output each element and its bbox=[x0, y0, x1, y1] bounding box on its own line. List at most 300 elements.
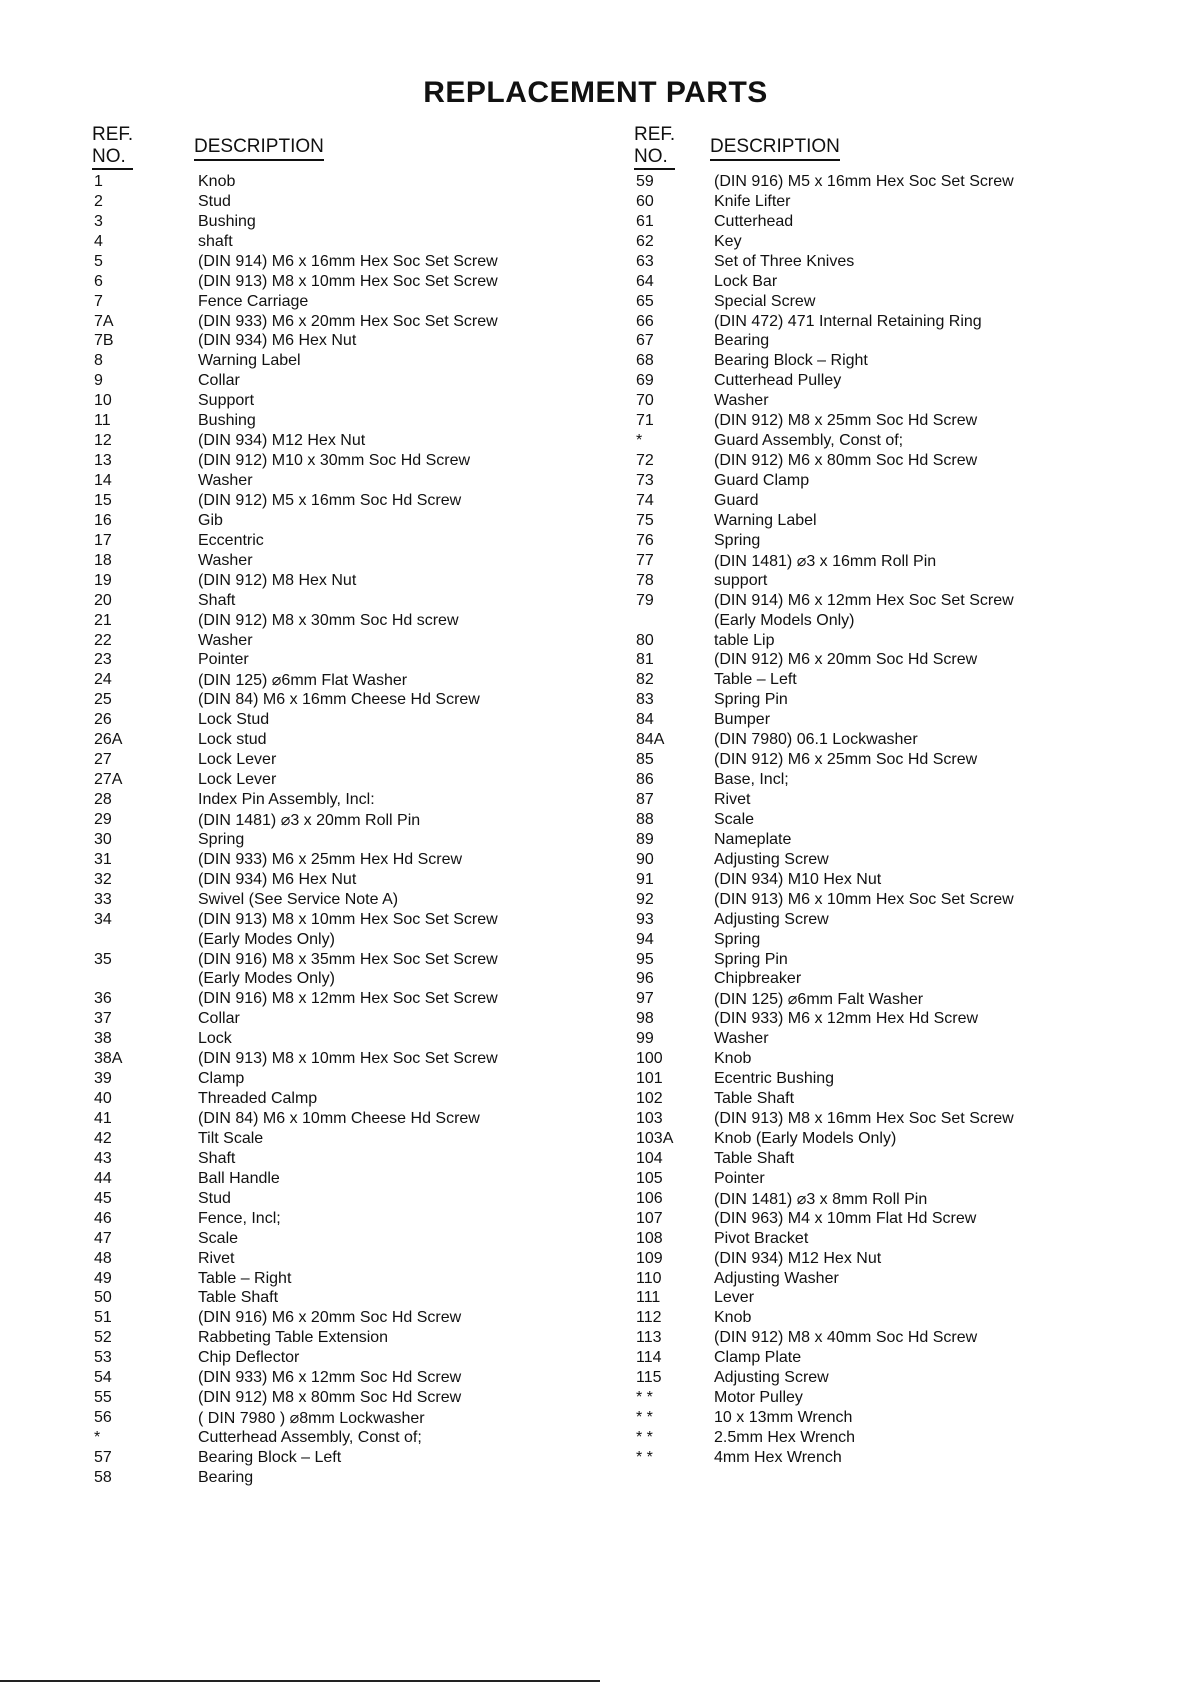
part-ref-no: 51 bbox=[94, 1309, 112, 1327]
part-row bbox=[92, 1348, 552, 1368]
part-description: shaft bbox=[198, 232, 233, 250]
part-description: Motor Pulley bbox=[714, 1389, 803, 1407]
ref-no-header bbox=[92, 124, 133, 170]
part-description: Bushing bbox=[198, 212, 256, 230]
part-ref-no: * bbox=[636, 432, 643, 450]
part-row bbox=[92, 710, 552, 730]
parts-column-right bbox=[634, 120, 1054, 1468]
part-row bbox=[634, 1269, 1054, 1289]
part-ref-no: 14 bbox=[94, 472, 112, 490]
part-ref-no: 57 bbox=[94, 1448, 112, 1466]
part-row bbox=[634, 252, 1054, 272]
part-row bbox=[92, 1408, 552, 1428]
part-row bbox=[92, 391, 552, 411]
part-description: (DIN 933) M6 x 12mm Hex Hd Screw bbox=[714, 1010, 979, 1028]
part-ref-no: 44 bbox=[94, 1169, 112, 1187]
part-ref-no: 27A bbox=[94, 771, 123, 789]
part-ref-no: 49 bbox=[94, 1269, 112, 1287]
part-description: Lock stud bbox=[198, 731, 267, 749]
part-ref-no: 45 bbox=[94, 1189, 112, 1207]
part-description: (DIN 933) M6 x 25mm Hex Hd Screw bbox=[198, 850, 463, 868]
part-description: Adjusting Washer bbox=[714, 1269, 839, 1287]
part-description: Knob bbox=[714, 1309, 752, 1327]
part-ref-no: 2 bbox=[94, 192, 103, 210]
part-row bbox=[92, 930, 552, 950]
part-row bbox=[92, 810, 552, 830]
part-description: Guard Clamp bbox=[714, 472, 810, 490]
part-row bbox=[634, 1388, 1054, 1408]
part-row bbox=[92, 1249, 552, 1269]
part-description: Cutterhead bbox=[714, 212, 794, 230]
part-row bbox=[634, 1428, 1054, 1448]
part-ref-no: 80 bbox=[636, 631, 654, 649]
part-ref-no: 91 bbox=[636, 870, 654, 888]
part-description: Spring Pin bbox=[714, 950, 788, 968]
part-ref-no: 97 bbox=[636, 990, 654, 1008]
part-description: support bbox=[714, 571, 768, 589]
part-description: Adjusting Screw bbox=[714, 1369, 829, 1387]
part-description: Ball Handle bbox=[198, 1169, 280, 1187]
part-description: Clamp bbox=[198, 1070, 245, 1088]
part-description: Bearing Block – Right bbox=[714, 352, 868, 370]
part-row bbox=[92, 591, 552, 611]
part-ref-no: 47 bbox=[94, 1229, 112, 1247]
part-description: (DIN 933) M6 x 12mm Soc Hd Screw bbox=[198, 1369, 462, 1387]
part-row bbox=[92, 351, 552, 371]
part-description: (DIN 913) M8 x 16mm Hex Soc Set Screw bbox=[714, 1110, 1014, 1128]
part-row bbox=[92, 1149, 552, 1169]
part-row bbox=[634, 710, 1054, 730]
part-description: Threaded Calmp bbox=[198, 1090, 318, 1108]
part-ref-no: 89 bbox=[636, 830, 654, 848]
part-row bbox=[634, 1408, 1054, 1428]
ref-header-line2: NO. bbox=[634, 146, 675, 170]
part-row bbox=[634, 950, 1054, 970]
part-ref-no: 29 bbox=[94, 810, 112, 828]
part-row bbox=[634, 830, 1054, 850]
part-row bbox=[634, 292, 1054, 312]
part-description: (DIN 912) M6 x 80mm Soc Hd Screw bbox=[714, 452, 978, 470]
part-description: Scale bbox=[198, 1229, 239, 1247]
part-description: (DIN 916) M8 x 35mm Hex Soc Set Screw bbox=[198, 950, 498, 968]
part-ref-no: 12 bbox=[94, 432, 112, 450]
part-row bbox=[634, 232, 1054, 252]
part-ref-no: 27 bbox=[94, 751, 112, 769]
part-description: Gib bbox=[198, 511, 223, 529]
part-ref-no: 114 bbox=[636, 1349, 662, 1367]
part-ref-no: 84 bbox=[636, 711, 654, 729]
part-row bbox=[634, 531, 1054, 551]
part-description: Chipbreaker bbox=[714, 970, 802, 988]
ref-header-line1: REF. bbox=[634, 124, 676, 145]
part-description: 10 x 13mm Wrench bbox=[714, 1409, 853, 1427]
part-row bbox=[634, 1189, 1054, 1209]
part-ref-no: 36 bbox=[94, 990, 112, 1008]
part-ref-no: 93 bbox=[636, 910, 654, 928]
part-ref-no: 30 bbox=[94, 830, 112, 848]
part-ref-no: 21 bbox=[94, 611, 112, 629]
part-row bbox=[92, 670, 552, 690]
part-ref-no: 28 bbox=[94, 791, 112, 809]
ref-header-line2: NO. bbox=[92, 146, 133, 170]
part-row bbox=[634, 1328, 1054, 1348]
part-ref-no: 100 bbox=[636, 1050, 663, 1068]
part-row bbox=[634, 312, 1054, 332]
part-description: Rivet bbox=[714, 791, 751, 809]
part-ref-no: 74 bbox=[636, 491, 654, 509]
part-description: (DIN 916) M6 x 20mm Soc Hd Screw bbox=[198, 1309, 462, 1327]
part-description: Bearing Block – Left bbox=[198, 1448, 342, 1466]
part-row bbox=[634, 631, 1054, 651]
part-ref-no: 69 bbox=[636, 372, 654, 390]
part-description: (DIN 7980) 06.1 Lockwasher bbox=[714, 731, 918, 749]
part-ref-no: 16 bbox=[94, 511, 112, 529]
part-ref-no: 95 bbox=[636, 950, 654, 968]
part-description: Fence, Incl; bbox=[198, 1209, 281, 1227]
part-description: Washer bbox=[714, 392, 769, 410]
part-description: Knob (Early Models Only) bbox=[714, 1129, 897, 1147]
part-row bbox=[92, 1069, 552, 1089]
part-row bbox=[92, 1209, 552, 1229]
part-description: table Lip bbox=[714, 631, 775, 649]
part-ref-no: 7A bbox=[94, 312, 114, 330]
part-row bbox=[634, 351, 1054, 371]
part-ref-no: 83 bbox=[636, 691, 654, 709]
part-row bbox=[634, 750, 1054, 770]
part-row bbox=[634, 591, 1054, 611]
part-ref-no: * * bbox=[636, 1429, 653, 1447]
part-row bbox=[92, 332, 552, 352]
part-row bbox=[634, 471, 1054, 491]
part-description: Stud bbox=[198, 1189, 231, 1207]
part-row bbox=[92, 1089, 552, 1109]
part-description: Set of Three Knives bbox=[714, 252, 855, 270]
part-ref-no: 110 bbox=[636, 1269, 662, 1287]
description-header: DESCRIPTION bbox=[710, 136, 840, 161]
part-description: Adjusting Screw bbox=[714, 850, 829, 868]
part-description: Bumper bbox=[714, 711, 771, 729]
ref-header-line1: REF. bbox=[92, 124, 134, 145]
part-row bbox=[92, 511, 552, 531]
part-row bbox=[92, 651, 552, 671]
part-row bbox=[634, 571, 1054, 591]
part-description: Washer bbox=[198, 631, 253, 649]
part-description: Warning Label bbox=[714, 511, 817, 529]
part-row bbox=[92, 950, 552, 970]
part-row bbox=[634, 192, 1054, 212]
part-ref-no: 78 bbox=[636, 571, 654, 589]
part-row bbox=[92, 531, 552, 551]
part-row bbox=[634, 371, 1054, 391]
part-description: Special Screw bbox=[714, 292, 816, 310]
part-description: Pointer bbox=[198, 651, 249, 669]
part-description: Ecentric Bushing bbox=[714, 1070, 835, 1088]
part-row bbox=[92, 272, 552, 292]
part-row bbox=[634, 970, 1054, 990]
part-description: (DIN 912) M8 x 25mm Soc Hd Screw bbox=[714, 412, 978, 430]
part-ref-no: 81 bbox=[636, 651, 654, 669]
part-description: Guard Assembly, Const of; bbox=[714, 432, 904, 450]
part-ref-no: 98 bbox=[636, 1010, 654, 1028]
part-ref-no: 106 bbox=[636, 1189, 663, 1207]
part-ref-no: 107 bbox=[636, 1209, 663, 1227]
part-ref-no: 32 bbox=[94, 870, 112, 888]
part-description: Cutterhead Pulley bbox=[714, 372, 842, 390]
part-row bbox=[92, 1129, 552, 1149]
part-row bbox=[634, 770, 1054, 790]
part-row bbox=[634, 1129, 1054, 1149]
part-description: Washer bbox=[198, 551, 253, 569]
part-ref-no: 68 bbox=[636, 352, 654, 370]
part-description: Lock Stud bbox=[198, 711, 270, 729]
part-ref-no: 48 bbox=[94, 1249, 112, 1267]
part-description: (DIN 84) M6 x 16mm Cheese Hd Screw bbox=[198, 691, 480, 709]
part-row bbox=[92, 1229, 552, 1249]
part-ref-no: 61 bbox=[636, 212, 654, 230]
part-row bbox=[634, 332, 1054, 352]
part-ref-no: 63 bbox=[636, 252, 654, 270]
part-ref-no: 22 bbox=[94, 631, 112, 649]
part-description: (DIN 913) M6 x 10mm Hex Soc Set Screw bbox=[714, 890, 1014, 908]
part-ref-no: 15 bbox=[94, 491, 112, 509]
part-ref-no: 96 bbox=[636, 970, 654, 988]
column-header bbox=[92, 120, 552, 172]
part-row bbox=[92, 770, 552, 790]
part-ref-no: 7B bbox=[94, 332, 114, 350]
part-ref-no: 31 bbox=[94, 850, 112, 868]
part-ref-no: 73 bbox=[636, 472, 654, 490]
part-description: Bearing bbox=[714, 332, 770, 350]
part-ref-no: 3 bbox=[94, 212, 103, 230]
part-ref-no: 82 bbox=[636, 671, 654, 689]
part-row bbox=[634, 910, 1054, 930]
part-row bbox=[92, 172, 552, 192]
part-row bbox=[92, 690, 552, 710]
footer-divider bbox=[0, 1680, 600, 1682]
part-description: Lock Lever bbox=[198, 771, 277, 789]
part-ref-no: 59 bbox=[636, 172, 654, 190]
part-ref-no: 76 bbox=[636, 531, 654, 549]
part-ref-no: 99 bbox=[636, 1030, 654, 1048]
part-description: (DIN 916) M8 x 12mm Hex Soc Set Screw bbox=[198, 990, 498, 1008]
part-row bbox=[634, 651, 1054, 671]
part-description: (DIN 914) M6 x 12mm Hex Soc Set Screw bbox=[714, 591, 1014, 609]
part-row bbox=[634, 1229, 1054, 1249]
part-description: (DIN 912) M6 x 25mm Soc Hd Screw bbox=[714, 751, 978, 769]
part-row bbox=[92, 750, 552, 770]
part-row bbox=[634, 810, 1054, 830]
part-ref-no: 26 bbox=[94, 711, 112, 729]
part-description: Shaft bbox=[198, 1149, 236, 1167]
part-row bbox=[634, 491, 1054, 511]
part-row bbox=[92, 551, 552, 571]
part-ref-no: 46 bbox=[94, 1209, 112, 1227]
part-ref-no: 41 bbox=[94, 1110, 112, 1128]
part-ref-no: 66 bbox=[636, 312, 654, 330]
part-description: (DIN 1481) ⌀3 x 8mm Roll Pin bbox=[714, 1190, 928, 1208]
part-description: Fence Carriage bbox=[198, 292, 309, 310]
part-row bbox=[634, 1089, 1054, 1109]
part-description: (DIN 916) M5 x 16mm Hex Soc Set Screw bbox=[714, 172, 1014, 190]
part-row bbox=[92, 1308, 552, 1328]
part-description: (DIN 934) M12 Hex Nut bbox=[198, 432, 366, 450]
part-row bbox=[92, 1388, 552, 1408]
part-ref-no: 37 bbox=[94, 1010, 112, 1028]
part-ref-no: 40 bbox=[94, 1090, 112, 1108]
part-row bbox=[634, 212, 1054, 232]
part-description: Guard bbox=[714, 491, 759, 509]
part-description: Spring bbox=[714, 531, 761, 549]
part-ref-no: 17 bbox=[94, 531, 112, 549]
part-row bbox=[634, 551, 1054, 571]
part-description: 2.5mm Hex Wrench bbox=[714, 1429, 856, 1447]
part-description: (DIN 933) M6 x 20mm Hex Soc Set Screw bbox=[198, 312, 498, 330]
part-description: Lock bbox=[198, 1030, 232, 1048]
part-description: Shaft bbox=[198, 591, 236, 609]
part-row bbox=[634, 1009, 1054, 1029]
part-ref-no: 85 bbox=[636, 751, 654, 769]
part-description: Scale bbox=[714, 810, 755, 828]
part-ref-no: 6 bbox=[94, 272, 103, 290]
part-ref-no: 56 bbox=[94, 1409, 112, 1427]
column-header bbox=[634, 120, 1054, 172]
part-row bbox=[634, 1289, 1054, 1309]
part-ref-no: * * bbox=[636, 1389, 653, 1407]
part-description: (DIN 934) M6 Hex Nut bbox=[198, 870, 357, 888]
part-ref-no: 112 bbox=[636, 1309, 662, 1327]
part-row bbox=[92, 1169, 552, 1189]
part-ref-no: 92 bbox=[636, 890, 654, 908]
part-description: Knife Lifter bbox=[714, 192, 791, 210]
ref-no-header bbox=[634, 124, 675, 170]
part-description: Lock Lever bbox=[198, 751, 277, 769]
part-ref-no: 33 bbox=[94, 890, 112, 908]
part-ref-no: 20 bbox=[94, 591, 112, 609]
part-ref-no: 60 bbox=[636, 192, 654, 210]
part-ref-no: 26A bbox=[94, 731, 123, 749]
part-row bbox=[92, 1189, 552, 1209]
part-ref-no: * bbox=[94, 1429, 101, 1447]
parts-list-right bbox=[634, 172, 1054, 1468]
part-ref-no: 38A bbox=[94, 1050, 123, 1068]
part-ref-no: 42 bbox=[94, 1129, 112, 1147]
part-ref-no: 5 bbox=[94, 252, 103, 270]
part-description: Table Shaft bbox=[714, 1090, 795, 1108]
part-row bbox=[92, 1328, 552, 1348]
part-row bbox=[634, 989, 1054, 1009]
part-row bbox=[92, 611, 552, 631]
part-row bbox=[634, 391, 1054, 411]
part-ref-no: 7 bbox=[94, 292, 103, 310]
part-ref-no: 39 bbox=[94, 1070, 112, 1088]
part-ref-no: 75 bbox=[636, 511, 654, 529]
part-ref-no: 55 bbox=[94, 1389, 112, 1407]
part-description: Stud bbox=[198, 192, 231, 210]
part-description: (DIN 472) 471 Internal Retaining Ring bbox=[714, 312, 982, 330]
part-row bbox=[92, 491, 552, 511]
part-ref-no: 90 bbox=[636, 850, 654, 868]
part-ref-no: 34 bbox=[94, 910, 112, 928]
part-description: (DIN 1481) ⌀3 x 16mm Roll Pin bbox=[714, 552, 937, 570]
part-row bbox=[92, 1448, 552, 1468]
part-ref-no: 71 bbox=[636, 412, 654, 430]
part-row bbox=[634, 1308, 1054, 1328]
part-description: (DIN 912) M8 x 80mm Soc Hd Screw bbox=[198, 1389, 462, 1407]
part-description: Knob bbox=[198, 172, 236, 190]
part-ref-no: 103A bbox=[636, 1129, 674, 1147]
description-header: DESCRIPTION bbox=[194, 136, 324, 161]
part-row bbox=[92, 1289, 552, 1309]
part-ref-no: 58 bbox=[94, 1468, 112, 1486]
part-row bbox=[634, 890, 1054, 910]
part-row bbox=[92, 292, 552, 312]
part-row bbox=[92, 1049, 552, 1069]
part-description: (DIN 912) M8 Hex Nut bbox=[198, 571, 357, 589]
part-ref-no: 8 bbox=[94, 352, 103, 370]
part-row bbox=[634, 790, 1054, 810]
part-ref-no: 19 bbox=[94, 571, 112, 589]
part-row bbox=[634, 1169, 1054, 1189]
part-row bbox=[92, 1368, 552, 1388]
part-description: Key bbox=[714, 232, 742, 250]
part-description: Eccentric bbox=[198, 531, 264, 549]
part-ref-no: 54 bbox=[94, 1369, 112, 1387]
part-row bbox=[92, 312, 552, 332]
part-description: (DIN 913) M8 x 10mm Hex Soc Set Screw bbox=[198, 1050, 498, 1068]
part-row bbox=[92, 471, 552, 491]
part-ref-no: 72 bbox=[636, 452, 654, 470]
part-row bbox=[634, 1029, 1054, 1049]
part-description: Cutterhead Assembly, Const of; bbox=[198, 1429, 422, 1447]
part-row bbox=[634, 1109, 1054, 1129]
part-description: Chip Deflector bbox=[198, 1349, 300, 1367]
part-description: (DIN 125) ⌀6mm Flat Washer bbox=[198, 672, 408, 690]
part-row bbox=[92, 252, 552, 272]
part-description: Knob bbox=[714, 1050, 752, 1068]
part-ref-no: 23 bbox=[94, 651, 112, 669]
part-row bbox=[92, 870, 552, 890]
part-row bbox=[634, 690, 1054, 710]
part-ref-no: 113 bbox=[636, 1329, 662, 1347]
part-row bbox=[634, 1209, 1054, 1229]
part-description: Pivot Bracket bbox=[714, 1229, 809, 1247]
part-row bbox=[634, 1149, 1054, 1169]
part-row bbox=[634, 1249, 1054, 1269]
part-ref-no: 70 bbox=[636, 392, 654, 410]
part-description: Washer bbox=[714, 1030, 769, 1048]
part-row bbox=[92, 232, 552, 252]
part-description: Table – Right bbox=[198, 1269, 292, 1287]
part-ref-no: 115 bbox=[636, 1369, 662, 1387]
part-row bbox=[634, 1368, 1054, 1388]
part-row bbox=[92, 631, 552, 651]
part-ref-no: 25 bbox=[94, 691, 112, 709]
part-description: ( DIN 7980 ) ⌀8mm Lockwasher bbox=[198, 1410, 425, 1428]
part-row bbox=[92, 970, 552, 990]
part-row bbox=[92, 451, 552, 471]
part-ref-no: 43 bbox=[94, 1149, 112, 1167]
part-ref-no: 111 bbox=[636, 1289, 661, 1307]
part-description: Warning Label bbox=[198, 352, 301, 370]
part-description: Spring bbox=[714, 930, 761, 948]
part-row bbox=[92, 850, 552, 870]
part-row bbox=[634, 1348, 1054, 1368]
part-ref-no: 108 bbox=[636, 1229, 663, 1247]
part-ref-no: 88 bbox=[636, 810, 654, 828]
part-description: Lever bbox=[714, 1289, 755, 1307]
part-description: (DIN 912) M8 x 40mm Soc Hd Screw bbox=[714, 1329, 978, 1347]
part-description: Table Shaft bbox=[714, 1149, 795, 1167]
